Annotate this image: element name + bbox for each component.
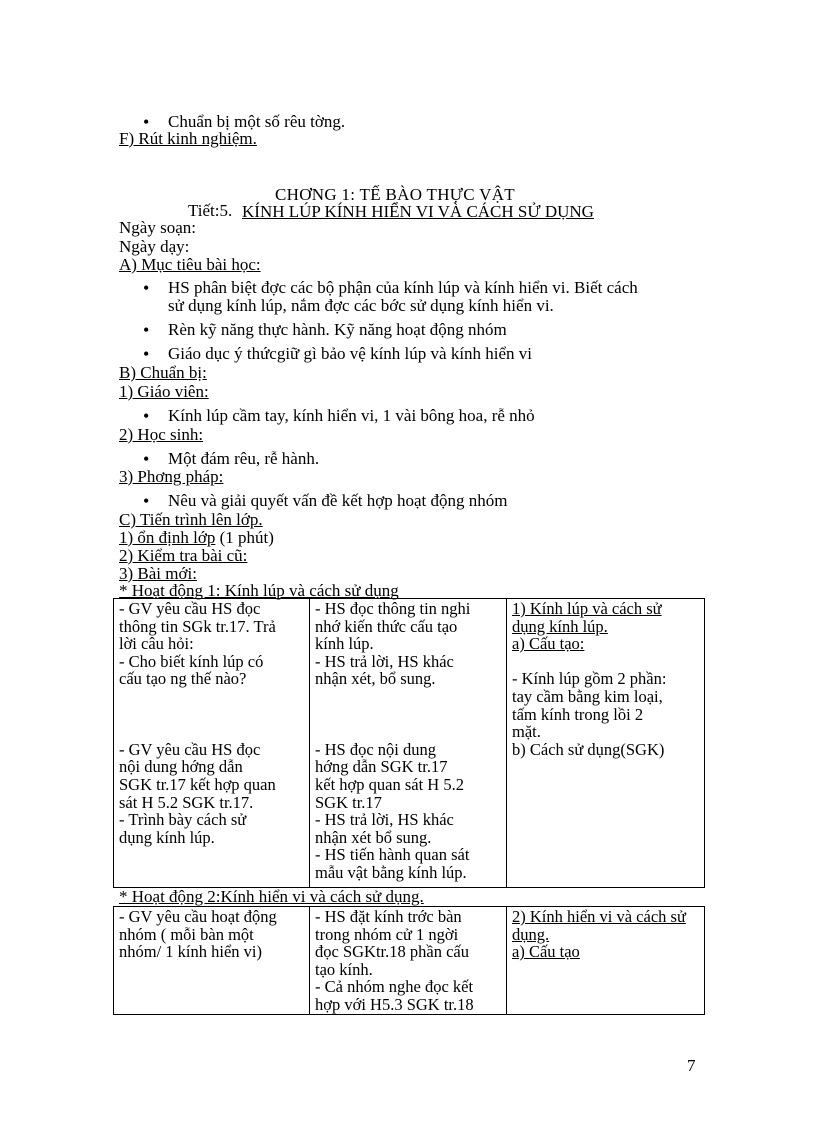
student-activity-cell: [310, 907, 507, 1015]
activity-1-heading: * Hoạt động 1: Kính lúp và cách sử dụng: [119, 581, 399, 600]
content-cell: [507, 907, 705, 1015]
bullet-icon: [143, 279, 157, 298]
teacher-item-text: Kính lúp cầm tay, kính hiển vi, 1 vài bông hoa, rễ nhỏ: [168, 406, 535, 425]
objective-1-line-1: HS phân biệt đợc các bộ phận của kính lúp và kính hiển vi. Biết cách: [168, 278, 638, 297]
content-title-2: dụng.: [512, 924, 550, 944]
cell-text-line: - GV yêu cầu HS đọc: [119, 599, 261, 618]
cell-text-line: [119, 688, 305, 706]
teacher-activity-cell: [114, 907, 310, 1015]
cell-text-line: kính lúp.: [315, 634, 374, 654]
student-activity-cell: [310, 599, 507, 888]
student-heading: 2) Học sinh:: [119, 425, 204, 444]
content-title-1: 1) Kính lúp và cách sử: [512, 599, 662, 618]
cell-text-line: nhận xét bổ sung.: [315, 827, 432, 847]
cell-text-line: nhóm/ 1 kính hiển vi): [119, 942, 262, 962]
ngay-day: Ngày dạy:: [119, 237, 190, 256]
step-1: [119, 529, 274, 547]
objective-2-text: Rèn kỹ năng thực hành. Kỹ năng hoạt động nhóm: [168, 320, 507, 339]
cell-text-line: - GV yêu cầu HS đọc: [119, 739, 261, 759]
section-c-heading: C) Tiến trình lên lớp.: [119, 510, 263, 529]
cell-text-line: - HS trả lời, HS khác: [315, 651, 454, 671]
bullet-icon: [143, 345, 157, 364]
step-3: 3) Bài mới:: [119, 564, 197, 583]
cell-text-line: [315, 706, 502, 724]
cell-text-line: - Kính lúp gồm 2 phần:: [512, 669, 667, 689]
cell-text-line: - HS đọc nội dung: [315, 739, 436, 759]
cell-text-line: dụng kính lúp.: [119, 827, 215, 847]
cell-text-line: hớng dẫn SGK tr.17: [315, 757, 448, 777]
lesson-prefix: Tiết:5.: [188, 201, 233, 220]
step-1-duration: (1 phút): [215, 528, 274, 547]
cell-text-line: - HS đặt kính trớc bàn: [315, 907, 462, 926]
bullet-icon: [143, 492, 157, 511]
content-cell: [507, 599, 705, 888]
teacher-activity-cell: [114, 599, 310, 888]
activity-2-heading: * Hoạt động 2:Kính hiển vi và cách sử dụng.: [119, 887, 424, 906]
cell-text-line: hợp với H5.3 SGK tr.18: [315, 994, 474, 1014]
method-item-text: Nêu và giải quyết vấn đề kết hợp hoạt động nhóm: [168, 491, 508, 510]
cell-text-line: - Cả nhóm nghe đọc kết: [315, 977, 474, 997]
activity-1-table: [113, 598, 705, 888]
cell-text-line: - GV yêu cầu hoạt động: [119, 907, 277, 926]
cell-text-line: [119, 723, 305, 741]
section-b-heading: B) Chuẩn bị:: [119, 363, 207, 382]
cell-text-line: - Cho biết kính lúp có: [119, 651, 264, 671]
bullet-icon: [143, 321, 157, 340]
cell-text-line: - HS trả lời, HS khác: [315, 810, 454, 830]
cell-text-line: - Trình bày cách sử: [119, 810, 247, 830]
ngay-soan: Ngày soạn:: [119, 218, 196, 237]
step-1-label: 1) ổn định lớp: [119, 528, 216, 547]
content-subheading: a) Cấu tạo: [512, 942, 580, 962]
cell-text-line: kết hợp quan sát H 5.2: [315, 774, 464, 794]
student-item-text: Một đám rêu, rễ hành.: [168, 449, 320, 468]
cell-text-line: - HS tiến hành quan sát: [315, 845, 470, 865]
cell-text-line: [315, 688, 502, 706]
table-row: [114, 907, 705, 1015]
cell-text-line: tay cầm bằng kim loại,: [512, 686, 663, 706]
chapter-title: CHƠNG 1: TẾ BÀO THỰC VẬT: [275, 185, 515, 204]
table-row: [114, 599, 705, 888]
cell-text-line: nội dung hớng dẫn: [119, 757, 243, 777]
content-subheading: a) Cấu tạo:: [512, 634, 585, 654]
objective-1-line-2: sử dụng kính lúp, nắm đợc các bớc sử dụng kính hiển vi.: [168, 296, 554, 315]
prep-bullet-text: Chuẩn bị một số rêu tờng.: [168, 112, 346, 131]
method-heading: 3) Phơng pháp:: [119, 467, 224, 486]
cell-text-line: đọc SGKtr.18 phần cấu: [315, 942, 469, 962]
activity-2-table: [113, 906, 705, 1015]
step-2: 2) Kiểm tra bài cũ:: [119, 546, 248, 565]
section-f-heading: F) Rút kinh nghiệm.: [119, 129, 257, 148]
cell-text-line: trong nhóm cử 1 ngời: [315, 924, 459, 944]
cell-text-line: [512, 653, 700, 671]
cell-text-line: cấu tạo ng thế nào?: [119, 669, 247, 689]
section-a-heading: A) Mục tiêu bài học:: [119, 255, 261, 274]
cell-text-line: mẫu vật bằng kính lúp.: [315, 862, 467, 882]
content-title-2: dụng kính lúp.: [512, 616, 608, 636]
cell-text-line: - HS đọc thông tin nghi: [315, 599, 471, 618]
content-title-1: 2) Kính hiển vi và cách sử: [512, 907, 686, 926]
cell-text-line: SGK tr.17: [315, 792, 382, 812]
cell-text-line: nhớ kiến thức cấu tạo: [315, 616, 458, 636]
cell-text-line: thông tin SGk tr.17. Trả: [119, 616, 276, 636]
cell-text-line: [315, 723, 502, 741]
lesson-title: KÍNH LÚP KÍNH HIỂN VI VÀ CÁCH SỬ DỤNG: [242, 202, 594, 221]
cell-text-line: mặt.: [512, 722, 541, 742]
cell-text-line: nhóm ( mỗi bàn một: [119, 924, 254, 944]
cell-text-line: tạo kính.: [315, 959, 373, 979]
cell-text-line: sát H 5.2 SGK tr.17.: [119, 792, 254, 812]
cell-text-line: [119, 706, 305, 724]
cell-text-line: SGK tr.17 kết hợp quan: [119, 774, 276, 794]
objective-3-text: Giáo dục ý thứcgiữ gì bảo vệ kính lúp và kính hiển vi: [168, 344, 533, 363]
bullet-icon: [143, 407, 157, 426]
cell-text-line: lời câu hỏi:: [119, 634, 194, 654]
cell-text-line: nhận xét, bổ sung.: [315, 669, 436, 689]
teacher-heading: 1) Giáo viên:: [119, 382, 209, 401]
cell-text-line: tấm kính trong lồi 2: [512, 704, 644, 724]
cell-text-line: b) Cách sử dụng(SGK): [512, 739, 665, 759]
page-number: 7: [687, 1056, 696, 1075]
